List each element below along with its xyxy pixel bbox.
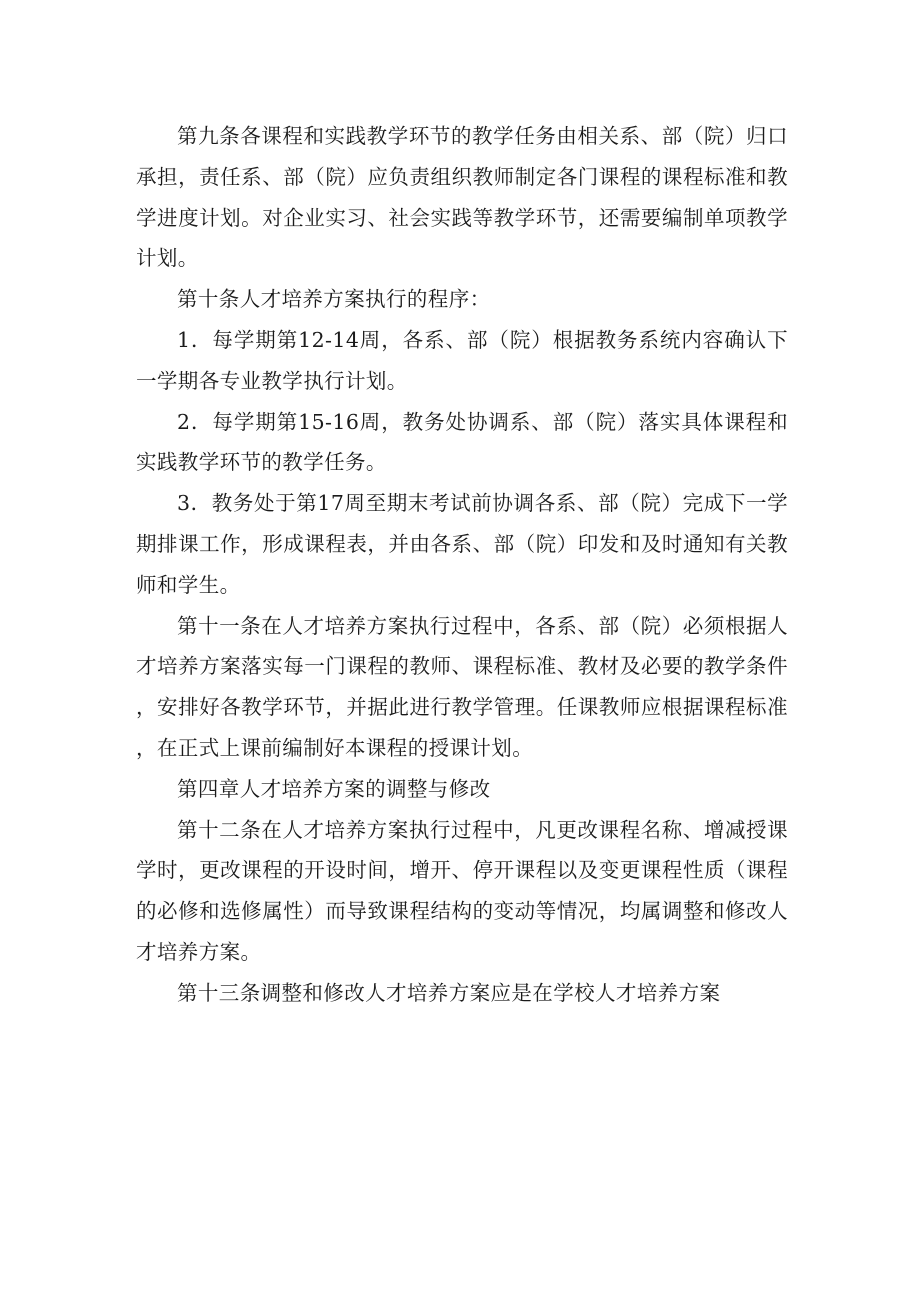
paragraph-article-11: 第十一条在人才培养方案执行过程中，各系、部（院）必须根据人才培养方案落实每一门课程的教师、课程标准、教材及必要的教学条件，安排好各教学环节，并据此进行教学管理。任课教师应根据课程标准，在正式上课前编制好本课程的授课计划。 xyxy=(136,613,788,760)
paragraph-article-9: 第九条各课程和实践教学环节的教学任务由相关系、部（院）归口承担，责任系、部（院）应负责组织教师制定各门课程的课程标准和教学进度计划。对企业实习、社会实践等教学环节，还需要编制单项教学计划。 xyxy=(136,124,788,271)
paragraph-article-10: 第十条人才培养方案执行的程序： xyxy=(177,287,491,312)
chapter-4-heading: 第四章人才培养方案的调整与修改 xyxy=(177,776,491,801)
paragraph-article-13: 第十三条调整和修改人才培养方案应是在学校人才培养方案 xyxy=(177,980,721,1005)
paragraph-step-1: 1．每学期第12-14周，各系、部（院）根据教务系统内容确认下一学期各专业教学执行计划。 xyxy=(136,327,788,393)
paragraph-step-2: 2．每学期第15-16周，教务处协调系、部（院）落实具体课程和实践教学环节的教学任务。 xyxy=(136,409,788,475)
paragraph-step-3: 3．教务处于第17周至期末考试前协调各系、部（院）完成下一学期排课工作，形成课程表，并由各系、部（院）印发和及时通知有关教师和学生。 xyxy=(136,491,788,597)
document-body xyxy=(136,116,788,1014)
paragraph-article-12: 第十二条在人才培养方案执行过程中，凡更改课程名称、增减授课学时，更改课程的开设时间，增开、停开课程以及变更课程性质（课程的必修和选修属性）而导致课程结构的变动等情况，均属调整和修改人才培养方案。 xyxy=(136,817,788,964)
